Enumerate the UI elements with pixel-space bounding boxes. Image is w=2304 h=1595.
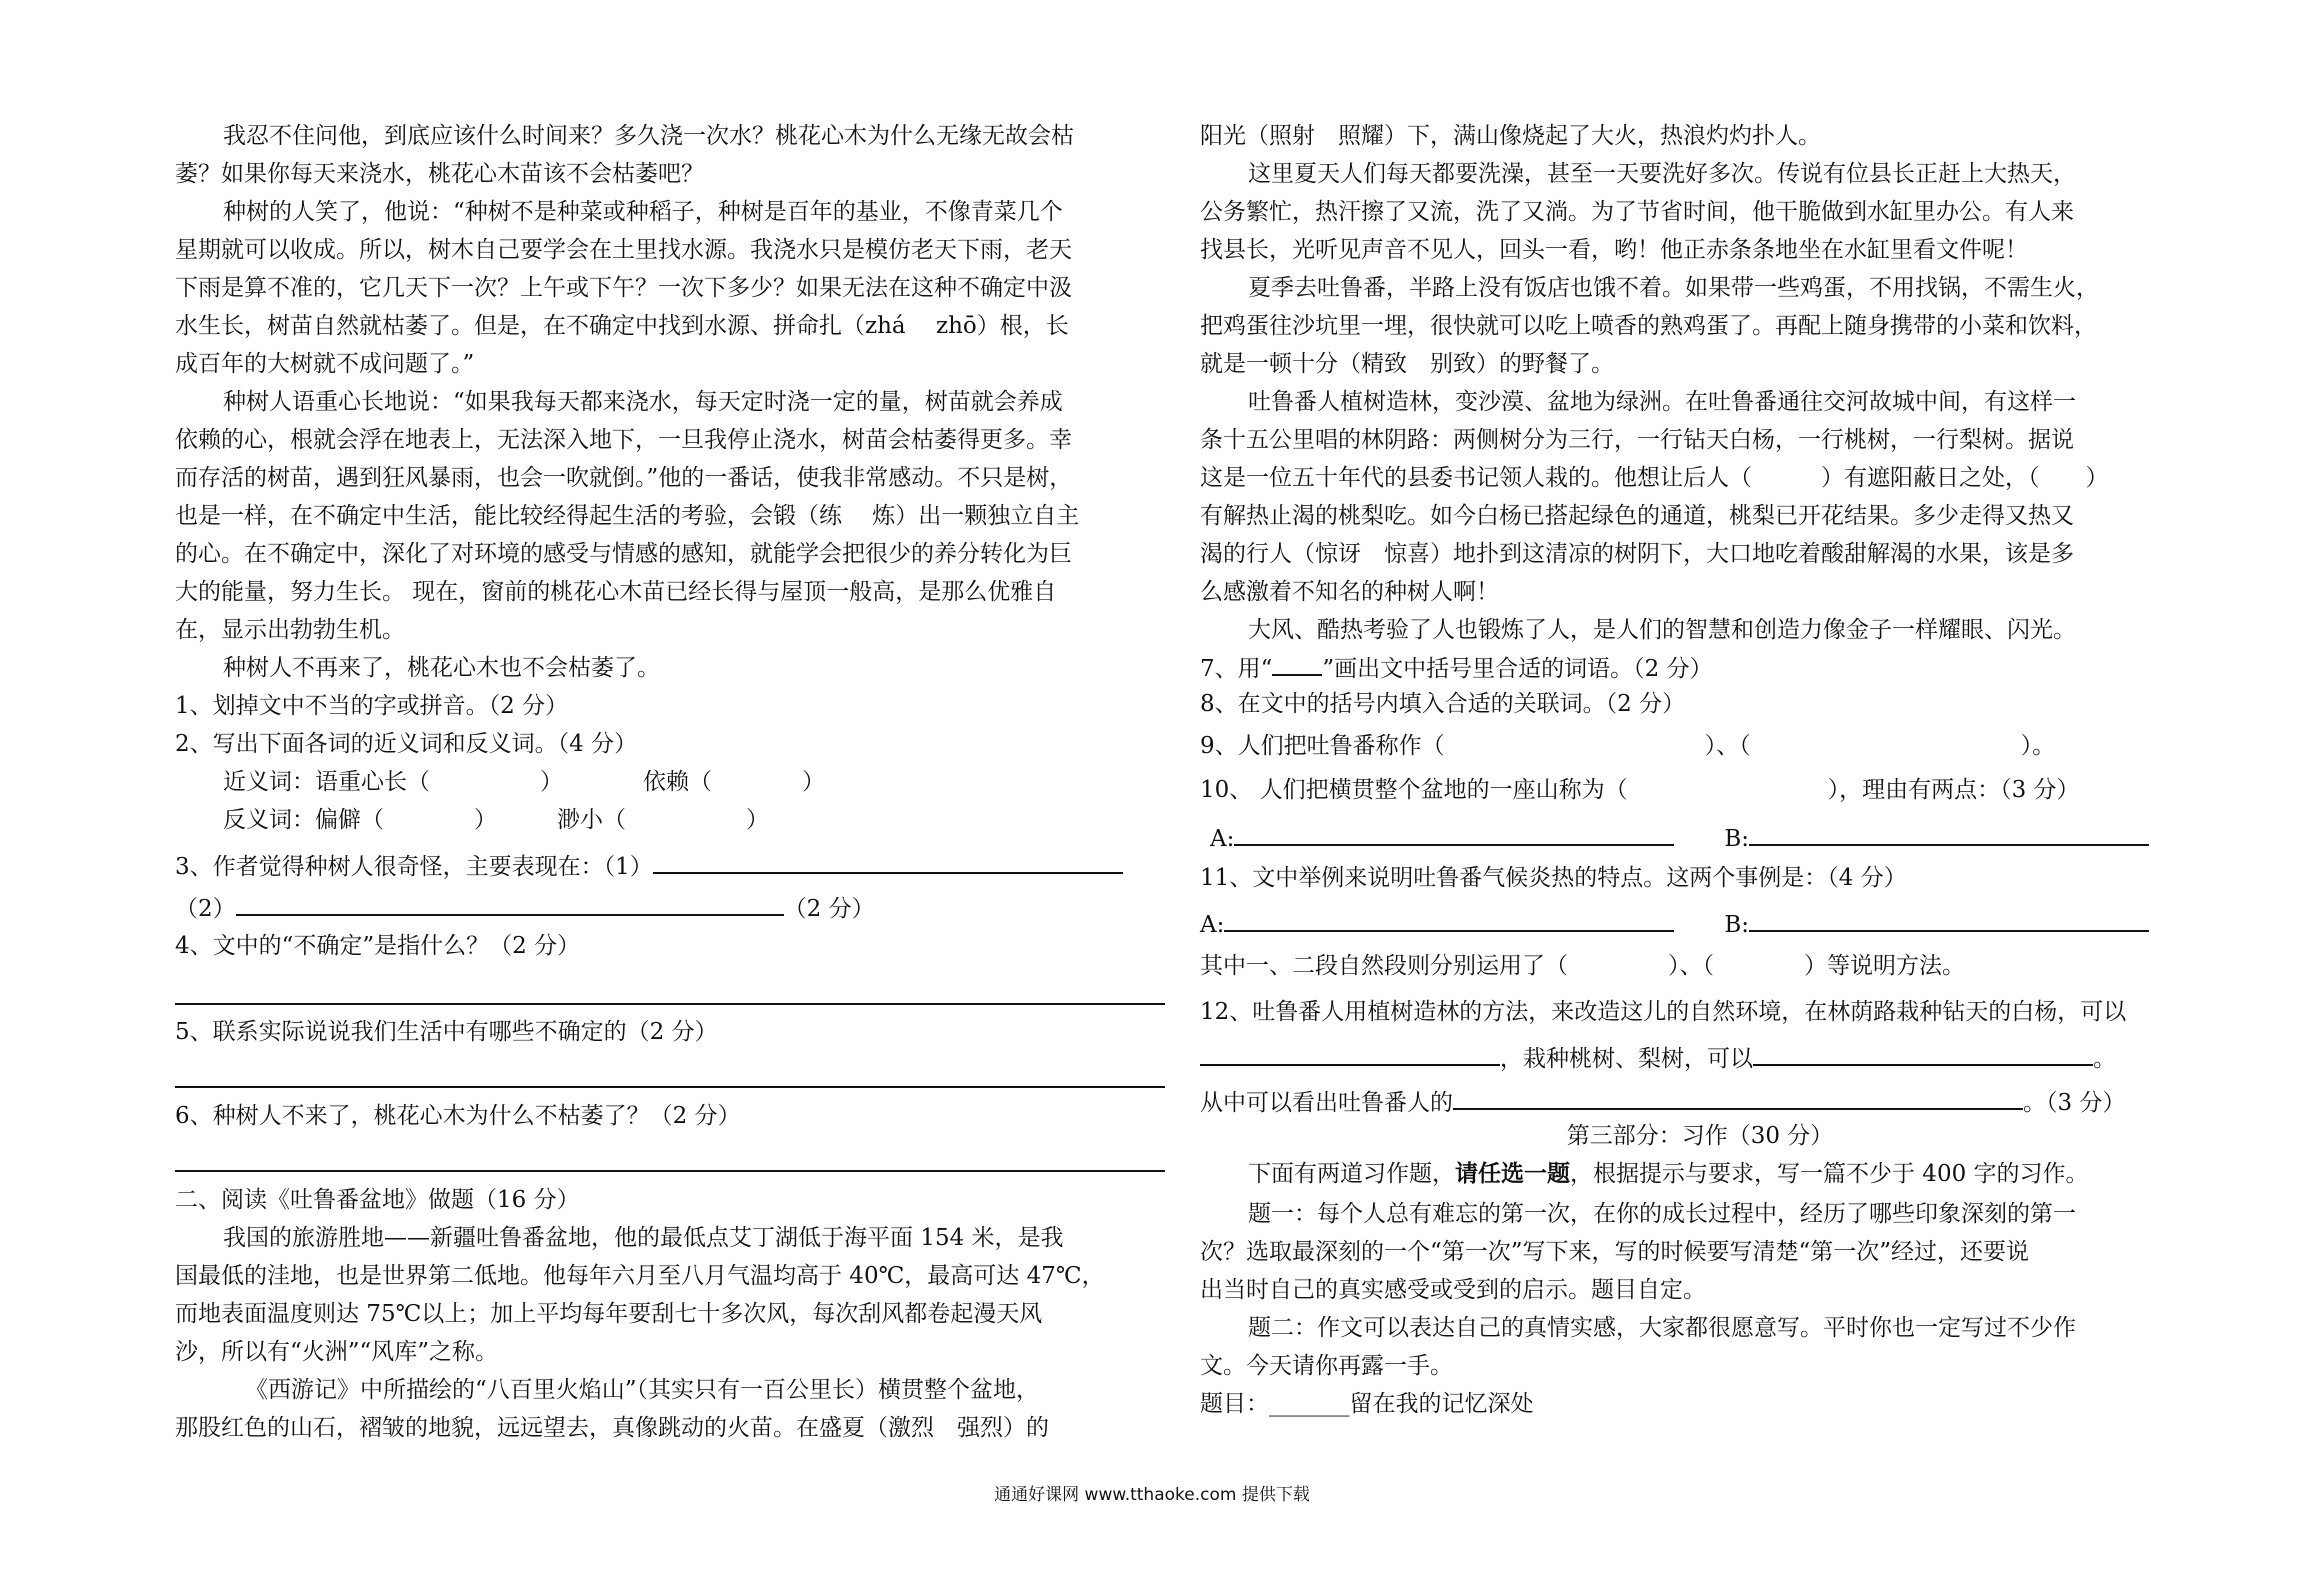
intro-b: ，根据提示与要求，写一篇不少于 400 字的习作。 [1570, 1161, 2089, 1187]
paragraph-line: 国最低的洼地，也是世界第二低地。他每年六月至八月气温均高于 40℃，最高可达 47℃， [175, 1263, 1105, 1289]
q3-text: 3、作者觉得种树人很奇怪，主要表现在：（1） [175, 854, 653, 880]
paragraph-line: 萎？如果你每天来浇水，桃花心木苗该不会枯萎吧？ [175, 161, 704, 187]
answer-line[interactable] [1749, 818, 2149, 846]
q9-mid: ）、（ [1704, 733, 1751, 759]
answer-line[interactable] [175, 1086, 1165, 1088]
paragraph-line: 在，显示出勃勃生机。 [175, 617, 405, 643]
answer-line[interactable] [175, 1003, 1165, 1005]
paragraph-line: 夏季去吐鲁番，半路上没有饭店也饿不着。如果带一些鸡蛋，不用找锅，不需生火， [1248, 275, 2099, 301]
paragraph-line: 大的能量，努力生长。 现在，窗前的桃花心木苗已经长得与屋顶一般高，是那么优雅自 [175, 579, 1057, 605]
question-10 [1200, 772, 2080, 808]
topic-text: 留在我的记忆深处 [1349, 1391, 1534, 1417]
answer-line[interactable] [1453, 1082, 2023, 1110]
q9-prefix: 9、人们把吐鲁番称作（ [1200, 733, 1445, 759]
question-12-conclusion [1200, 1082, 2125, 1118]
answer-line[interactable] [1224, 904, 1674, 932]
paragraph-line: 就是一顿十分（精致 别致）的野餐了。 [1200, 351, 1614, 377]
q12-mid: ，栽种桃树、梨树，可以 [1500, 1046, 1753, 1072]
section-3-title: 第三部分：习作（30 分） [1566, 1123, 1834, 1149]
q7-prefix: 7、用“ [1200, 656, 1273, 682]
question-8: 8、在文中的括号内填入合适的关联词。（2 分） [1200, 691, 1686, 717]
question-7 [1200, 648, 1713, 684]
q2-ant2-close: ） [746, 807, 769, 833]
question-12: 12、吐鲁番人用植树造林的方法，来改造这儿的自然环境，在林荫路栽种钻天的白杨，可以 [1200, 999, 2127, 1025]
label-a: A: [1210, 826, 1235, 852]
underline-sample [1272, 648, 1322, 676]
question-11: 11、文中举例来说明吐鲁番气候炎热的特点。这两个事例是：（4 分） [1200, 865, 1907, 891]
paragraph-line: 把鸡蛋往沙坑里一埋，很快就可以吃上喷香的熟鸡蛋了。再配上随身携带的小菜和饮料， [1200, 313, 2097, 339]
question-2: 2、写出下面各词的近义词和反义词。（4 分） [175, 731, 638, 757]
paragraph-line: 阳光（照射 照耀）下，满山像烧起了大火，热浪灼灼扑人。 [1200, 123, 1821, 149]
question-2-antonyms [223, 802, 769, 838]
paragraph-line: 条十五公里唱的林阴路：两侧树分为三行，一行钻天白杨，一行桃树，一行梨树。据说 [1200, 427, 2074, 453]
paragraph-line: 而存活的树苗，遇到狂风暴雨，也会一吹就倒。”他的一番话，使我非常感动。不只是树， [175, 465, 1073, 491]
paragraph-line: 题一：每个人总有难忘的第一次，在你的成长过程中，经历了哪些印象深刻的第一 [1248, 1201, 2076, 1227]
label-a: A: [1200, 912, 1225, 938]
question-12-blanks [1200, 1038, 2116, 1074]
paragraph-line: 次？选取最深刻的一个“第一次”写下来，写的时候要写清楚“第一次”经过，还要说 [1200, 1239, 2030, 1265]
essay-topic [1200, 1386, 1534, 1422]
paragraph-line: 种树的人笑了，他说：“种树不是种菜或种稻子，种树是百年的基业，不像青菜几个 [223, 199, 1063, 225]
answer-line[interactable] [236, 888, 784, 916]
topic-label: 题目： [1200, 1391, 1269, 1417]
q3b-suffix: （2 分） [783, 896, 875, 922]
paragraph-line: 渴的行人（惊讶 惊喜）地扑到这清凉的树阴下，大口地吃着酸甜解渴的水果，该是多 [1200, 541, 2074, 567]
q12-conclusion-suffix: 。（3 分） [2023, 1090, 2126, 1116]
paragraph-line: 这里夏天人们每天都要洗澡，甚至一天要洗好多次。传说有位县长正赶上大热天， [1248, 161, 2076, 187]
q10-answers [1210, 818, 2149, 854]
paragraph-line: 的心。在不确定中，深化了对环境的感受与情感的感知，就能学会把很少的养分转化为巨 [175, 541, 1072, 567]
q11-answers [1200, 904, 2149, 940]
paragraph-line: 这是一位五十年代的县委书记领人栽的。他想让后人（ ）有遮阳蔽日之处，（ ） [1200, 465, 2109, 491]
answer-line[interactable] [1200, 1038, 1500, 1066]
paragraph-line: 依赖的心，根就会浮在地表上，无法深入地下，一旦我停止浇水，树苗会枯萎得更多。幸 [175, 427, 1072, 453]
q2-syn2-close: ） [802, 769, 825, 795]
paragraph-line: 星期就可以收成。所以，树木自己要学会在土里找水源。我浇水只是模仿老天下雨，老天 [175, 237, 1072, 263]
q12-conclusion-prefix: 从中可以看出吐鲁番人的 [1200, 1090, 1453, 1116]
q11-methods-mid: ）、（ [1668, 953, 1714, 979]
section-2-title: 二、阅读《吐鲁番盆地》做题（16 分） [175, 1187, 580, 1213]
intro-emphasis: 请任选一题 [1455, 1160, 1570, 1187]
paragraph-line: 题二：作文可以表达自己的真情实感，大家都很愿意写。平时你也一定写过不少作 [1248, 1315, 2076, 1341]
intro-a: 下面有两道习作题， [1248, 1161, 1455, 1187]
q9-suffix: ）。 [2020, 733, 2056, 759]
paragraph-line: 我国的旅游胜地——新疆吐鲁番盆地，他的最低点艾丁湖低于海平面 154 米，是我 [223, 1225, 1064, 1251]
paragraph-line: 下雨是算不准的，它几天下一次？上午或下午？一次下多少？如果无法在这种不确定中汲 [175, 275, 1072, 301]
paragraph-line: 大风、酷热考验了人也锻炼了人，是人们的智慧和创造力像金子一样耀眼、闪光。 [1248, 617, 2076, 643]
answer-line[interactable] [653, 846, 1123, 874]
answer-line[interactable] [1753, 1038, 2093, 1066]
question-3-part2 [175, 888, 875, 924]
label-b: B: [1724, 912, 1750, 938]
paragraph-line: 成百年的大树就不成问题了。” [175, 351, 475, 377]
q2-ant2-label: 渺小（ [557, 807, 626, 833]
q2-syn-label: 近义词：语重心长（ [223, 769, 430, 795]
q7-suffix: ”画出文中括号里合适的词语。（2 分） [1322, 656, 1713, 682]
question-4: 4、文中的“不确定”是指什么？（2 分） [175, 933, 581, 959]
q2-ant-close: ） [474, 807, 497, 833]
paragraph-line: 也是一样，在不确定中生活，能比较经得起生活的考验，会锻（练 炼）出一颗独立自主 [175, 503, 1080, 529]
q2-ant-label: 反义词：偏僻（ [223, 807, 384, 833]
q2-syn-close: ） [540, 769, 563, 795]
question-5: 5、联系实际说说我们生活中有哪些不确定的（2 分） [175, 1019, 718, 1045]
section-3-intro [1248, 1156, 2089, 1192]
topic-blank[interactable]: _______ [1269, 1391, 1350, 1417]
q2-syn2-label: 依赖（ [643, 769, 712, 795]
paragraph-line: 沙，所以有“火洲”“风库”之称。 [175, 1339, 499, 1365]
paragraph-line: 那股红色的山石，褶皱的地貌，远远望去，真像跳动的火苗。在盛夏（激烈 强烈）的 [175, 1415, 1049, 1441]
answer-line[interactable] [1749, 904, 2149, 932]
paragraph-line: 公务繁忙，热汗擦了又流，洗了又淌。为了节省时间，他干脆做到水缸里办公。有人来 [1200, 199, 2074, 225]
paragraph-line: 么感激着不知名的种树人啊！ [1200, 579, 1499, 605]
question-11-methods [1200, 948, 1965, 984]
q3b-prefix: （2） [175, 896, 236, 922]
q11-methods-prefix: 其中一、二段自然段则分别运用了（ [1200, 953, 1568, 979]
question-9 [1200, 728, 2055, 764]
q10-suffix: ），理由有两点：（3 分） [1827, 777, 2080, 803]
answer-line[interactable] [1234, 818, 1674, 846]
answer-line[interactable] [175, 1170, 1165, 1172]
question-2-synonyms [223, 764, 825, 800]
label-b: B: [1724, 826, 1750, 852]
question-1: 1、划掉文中不当的字或拼音。（2 分） [175, 693, 569, 719]
q11-methods-suffix: ）等说明方法。 [1804, 953, 1965, 979]
paragraph-line: 吐鲁番人植树造林，变沙漠、盆地为绿洲。在吐鲁番通往交河故城中间，有这样一 [1248, 389, 2076, 415]
question-6: 6、种树人不来了，桃花心木为什么不枯萎了？（2 分） [175, 1103, 741, 1129]
paragraph-line: 种树人不再来了，桃花心木也不会枯萎了。 [223, 655, 660, 681]
paragraph-line: 文。今天请你再露一手。 [1200, 1353, 1453, 1379]
q12-end: 。 [2093, 1046, 2116, 1072]
paragraph-line: 找县长，光听见声音不见人，回头一看，哟！他正赤条条地坐在水缸里看文件呢！ [1200, 237, 2028, 263]
paragraph-line: 我忍不住问他，到底应该什么时间来？多久浇一次水？桃花心木为什么无缘无故会枯 [223, 123, 1074, 149]
q10-prefix: 10、 人们把横贯整个盆地的一座山称为（ [1200, 777, 1628, 803]
paragraph-line: 而地表面温度则达 75℃以上；加上平均每年要刮七十多次风，每次刮风都卷起漫天风 [175, 1301, 1043, 1327]
paragraph-line: 种树人语重心长地说：“如果我每天都来浇水，每天定时浇一定的量，树苗就会养成 [223, 389, 1063, 415]
question-3 [175, 846, 1123, 882]
paragraph-line: 《西游记》中所描绘的“八百里火焰山”（其实只有一百公里长）横贯整个盆地， [245, 1377, 1040, 1403]
paragraph-line: 出当时自己的真实感受或受到的启示。题目自定。 [1200, 1277, 1706, 1303]
paragraph-line: 有解热止渴的桃梨吃。如今白杨已搭起绿色的通道，桃梨已开花结果。多少走得又热又 [1200, 503, 2074, 529]
footer-credit: 通通好课网 www.tthaoke.com 提供下载 [994, 1485, 1310, 1505]
paragraph-line: 水生长，树苗自然就枯萎了。但是，在不确定中找到水源、拼命扎（zhá zhō）根，长 [175, 313, 1069, 339]
